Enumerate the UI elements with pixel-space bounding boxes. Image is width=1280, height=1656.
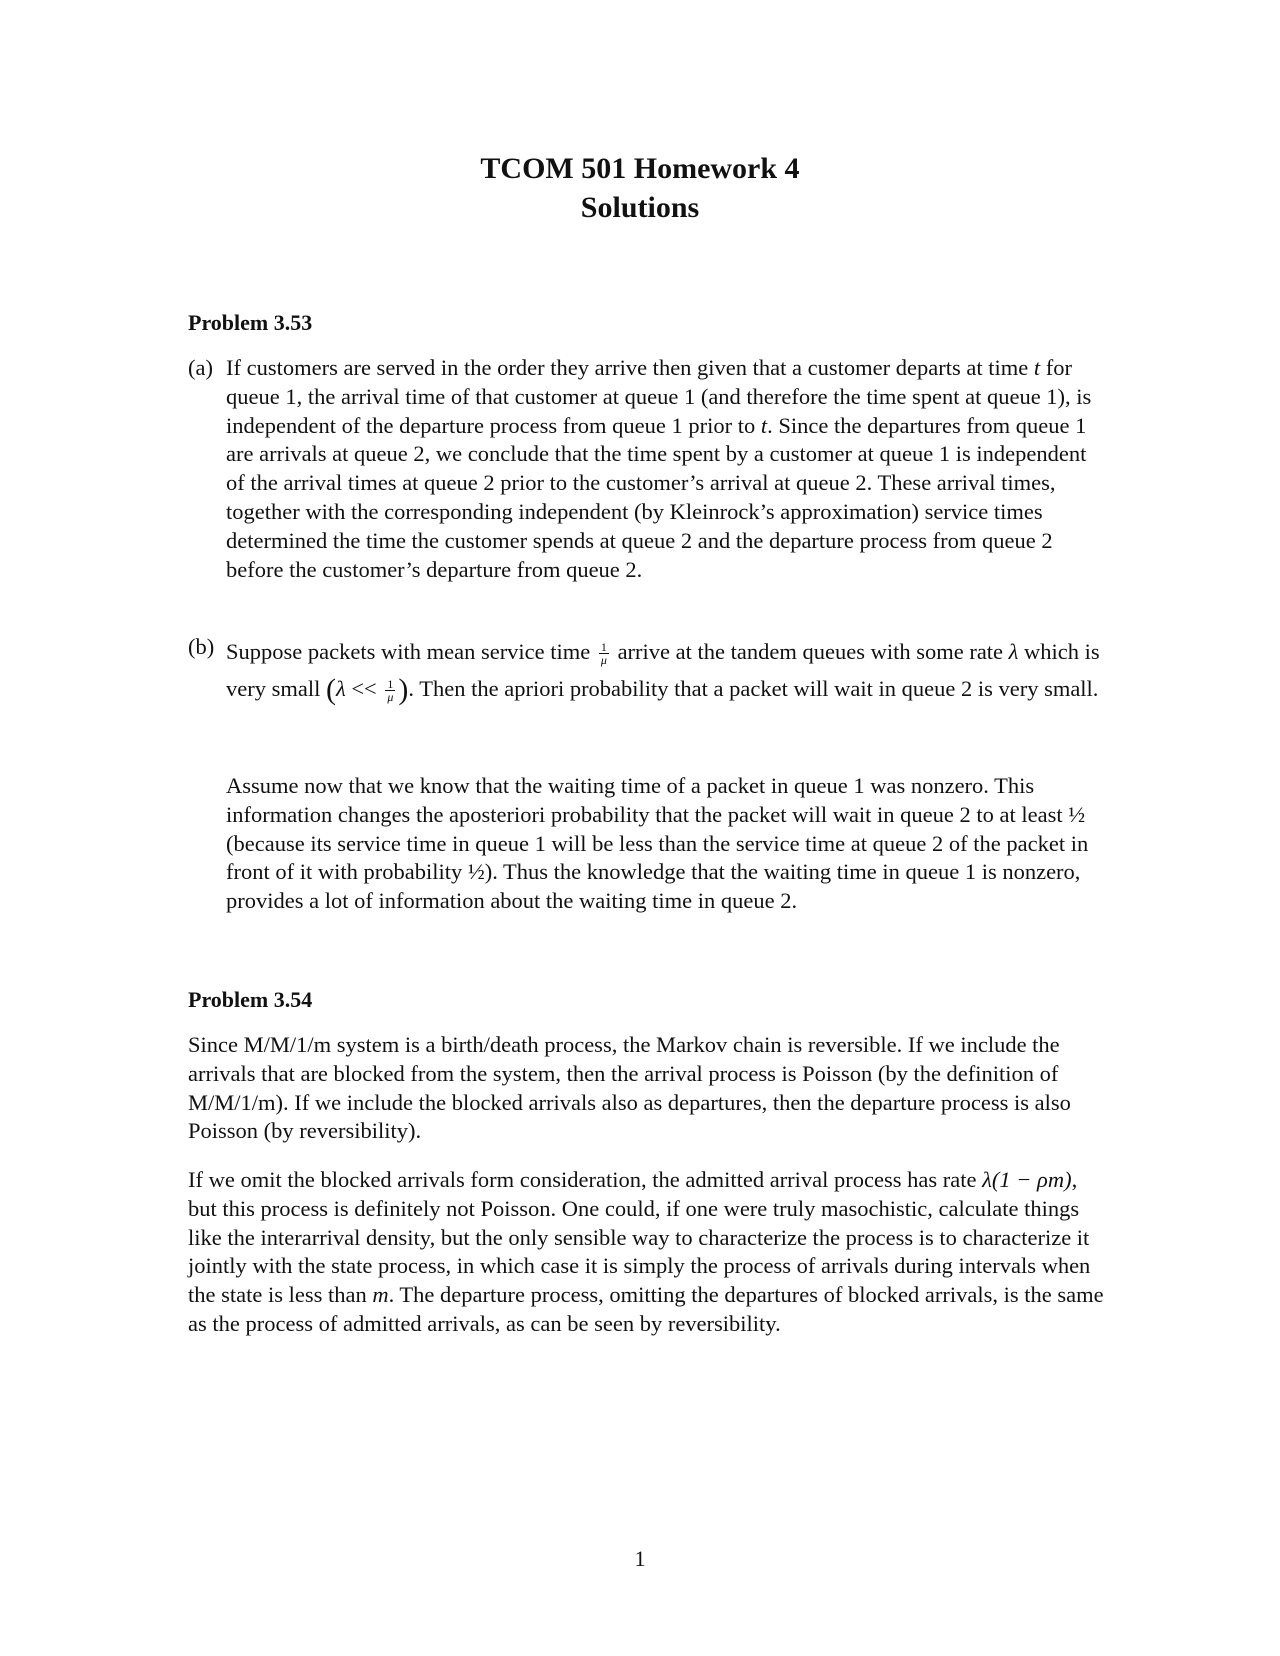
var-m: m [372,1282,389,1308]
rate-expression: λ(1 − ρm) [982,1167,1072,1192]
lambda-symbol: λ [1008,639,1019,664]
problem-353-heading: Problem 3.53 [188,310,313,335]
part-b-text: Suppose packets with mean service time $\frac{1}{\mu}$ arrive at the tandem queues with some rate λ which is very small (λ << $\frac{1}{\mu}$ ). Then the apriori probability that a packet will wait in queue 2 is very small. [226,639,1100,706]
problem-354-paragraph-1: Since M/M/1/m system is a birth/death process, the Markov chain is reversible. If we include the arrivals that are blocked from the system, then the arrival process is Poisson (by the definition of M/M/1/m). If we include the blocked arrivals also as departures, then the departure process is also Poisson (by reversibility). [188,1032,1071,1144]
var-t-2: t [760,412,768,438]
problem-354-heading: Problem 3.54 [188,987,313,1012]
document-subtitle: Solutions [580,191,700,224]
fraction-one-over-mu-2: $\frac{1}{\mu}$ [387,677,394,705]
part-b-label: (b) [188,634,215,659]
page-number: 1 [634,1546,646,1571]
part-a-label: (a) [188,355,213,380]
var-t: t [1033,355,1041,380]
part-b-paragraph-2: Assume now that we know that the waiting time of a packet in queue 1 was nonzero. This information changes the aposteriori probability that the packet will wait in queue 2 to at least ½ (because its service time in queue 1 will be less than the service time at queue 2 of the packet in front of it with probability ½). Thus the knowledge that the waiting time in queue 1 is nonzero, provides a lot of information about the waiting time in queue 2. [226,773,1089,914]
problem-354-paragraph-2: If we omit the blocked arrivals form consideration, the admitted arrival process has rate λ(1 − ρm), but this process is definitely not Poisson. One could, if one were truly masochistic, calculate things like the interarrival density, but the only sensible way to characterize the process is to characterize it jointly with the state process, in which case it is simply the process of arrivals during intervals when the state is less than m. The departure process, omitting the departures of blocked arrivals, is the same as the process of admitted arrivals, as can be seen by reversibility. [188,1167,1104,1336]
document-title: TCOM 501 Homework 4 [480,152,800,185]
fraction-one-over-mu: $\frac{1}{\mu}$ [600,640,607,668]
part-a-text: If customers are served in the order they arrive then given that a customer departs at time t for queue 1, the arrival time of that customer at queue 1 (and therefore the time spent at queue 1), is independent of the departure process from queue 1 prior to t. Since the departures from queue 1 are arrivals at queue 2, we conclude that the time spent by a customer at queue 1 is independent of the arrival times at queue 2 prior to the customer’s arrival at queue 2. These arrival times, together with the corresponding independent (by Kleinrock’s approximation) service times determined the time the customer spends at queue 2 and the departure process from queue 2 before the customer’s departure from queue 2. [226,355,1092,582]
